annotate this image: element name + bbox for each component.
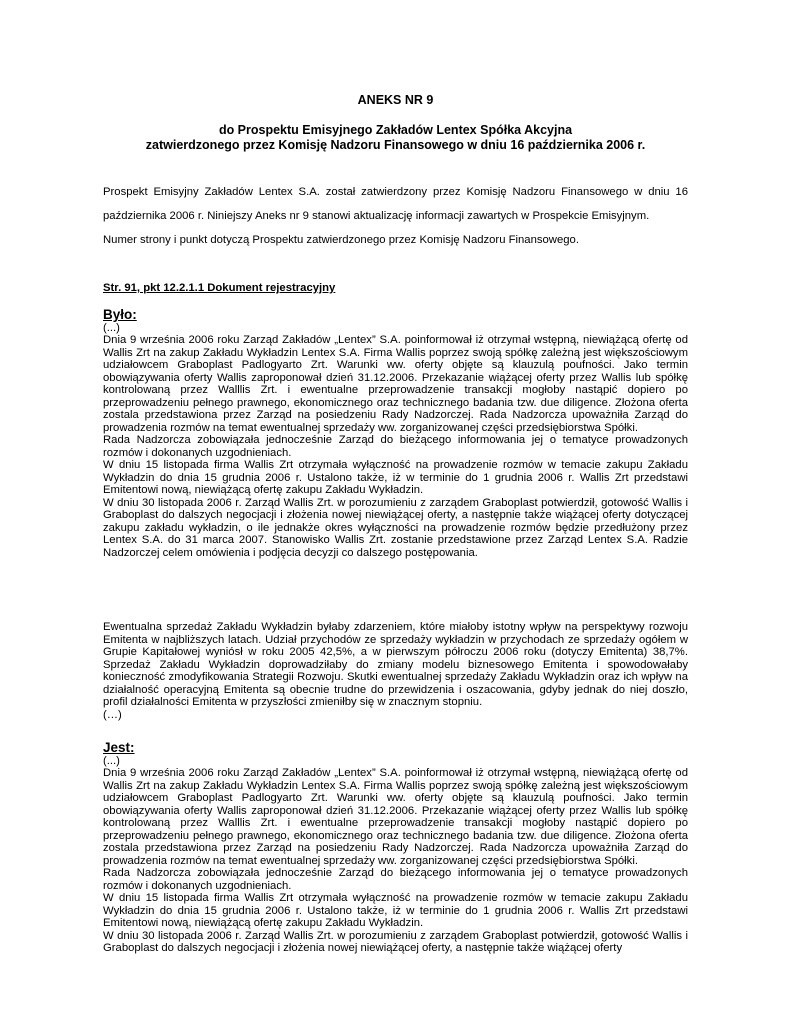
jest-paragraph-2: Rada Nadzorcza zobowiązała jednocześnie Zarząd do bieżącego informowania jej o tematyce prowadzonych rozmów i dokonanych uzgodnieniach.	[103, 867, 688, 892]
bylo-paragraph-4: W dniu 30 listopada 2006 r. Zarząd Wallis Zrt. w porozumieniu z zarządem Graboplast potwierdził, gotowość Wallis i Graboplast do dalszych negocjacji i złożenia nowej niewiążącej oferty, a następnie także wiążącej oferty dotyczącej zakupu zakładu wykładzin, o ile jednakże okres wyłączności na prowadzenie rozmów będzie przedłużony przez Lentex S.A. do 31 marca 2007. Stanowisko Wallis Zrt. zostanie przedstawione przez Zarząd Lentex S.A. Radzie Nadzorczej celem omówienia i podjęcia decyzji co dalszego postępowania.	[103, 496, 688, 559]
intro-paragraph: Prospekt Emisyjny Zakładów Lentex S.A. został zatwierdzony przez Komisję Nadzoru Finansowego w dniu 16 października 2006 r. Niniejszy Aneks nr 9 stanowi aktualizację informacji zawartych w Prospekcie Emisyjnym.	[103, 186, 688, 222]
bylo-ellipsis: (...)	[103, 321, 120, 334]
bylo-paragraph-2: Rada Nadzorcza zobowiązała jednocześnie Zarząd do bieżącego informowania jej o tematyce prowadzonych rozmów i dokonanych uzgodnieniach.	[103, 434, 688, 459]
jest-paragraph-4: W dniu 30 listopada 2006 r. Zarząd Wallis Zrt. w porozumieniu z zarządem Graboplast potwierdził, gotowość Wallis i Graboplast do dalszych negocjacji i złożenia nowej niewiążącej oferty, a następnie także wiążącej oferty	[103, 929, 688, 954]
bylo-paragraph-3: W dniu 15 listopada firma Wallis Zrt otrzymała wyłączność na prowadzenie rozmów w temacie zakupu Zakładu Wykładzin do dnia 15 grudnia 2006 r. Ustalono także, iż w terminie do 1 grudnia 2006 r. Wallis Zrt przedstawi Emitentowi nową, niewiążącą ofertę zakupu Zakładu Wykładzin.	[103, 459, 688, 496]
bylo-paragraph-1: Dnia 9 września 2006 roku Zarząd Zakładów „Lentex” S.A. poinformował iż otrzymał wstępną, niewiążącą ofertę od Wallis Zrt na zakup Zakładu Wykładzin Lentex S.A. Firma Wallis poprzez swoją spółkę zależną jest większościowym udziałowcem Graboplast Padlogyarto Zrt. Warunki ww. oferty objęte są klauzulą poufności. Jako termin obowiązywania oferty Wallis zaproponował dzień 31.12.2006. Przekazanie wiążącej oferty przez Wallis lub spółkę kontrolowaną przez Walllis Zrt. i ewentualne przeprowadzenie transakcji mogłoby nastąpić dopiero po przeprowadzeniu pełnego prawnego, ekonomicznego oraz technicznego badania tzw. due diligence. Złożona oferta zostala przedstawiona przez Zarząd na posiedzeniu Rady Nadzorczej. Rada Nadzorcza upoważniła Zarząd do prowadzenia rozmów na temat ewentualnej sprzedaży ww. zorganizowanej części przedsiębiorstwa Spółki.	[103, 334, 688, 434]
bylo-label: Było:	[103, 307, 137, 322]
intro-note: Numer strony i punkt dotyczą Prospektu zatwierdzonego przez Komisję Nadzoru Finansowego.	[103, 234, 579, 246]
document-subtitle-line-1: do Prospektu Emisyjnego Zakładów Lentex Spółka Akcyjna	[218, 123, 573, 137]
document-subtitle-line-2: zatwierdzonego przez Komisję Nadzoru Finansowego w dniu 16 października 2006 r.	[145, 138, 646, 152]
bylo-block	[103, 309, 688, 559]
bylo-block-continued	[103, 621, 688, 721]
jest-block	[103, 742, 688, 955]
section-heading-text: Str. 91, pkt 12.2.1.1 Dokument rejestracyjny	[103, 282, 336, 294]
section-heading	[103, 282, 688, 295]
jest-paragraph-3: W dniu 15 listopada firma Wallis Zrt otrzymała wyłączność na prowadzenie rozmów w temacie zakupu Zakładu Wykładzin do dnia 15 grudnia 2006 r. Ustalono także, iż w terminie do 1 grudnia 2006 r. Wallis Zrt przedstawi Emitentowi nową, niewiążącą ofertę zakupu Zakładu Wykładzin.	[103, 892, 688, 929]
jest-paragraph-1: Dnia 9 września 2006 roku Zarząd Zakładów „Lentex” S.A. poinformował iż otrzymał wstępną, niewiążącą ofertę od Wallis Zrt na zakup Zakładu Wykładzin Lentex S.A. Firma Wallis poprzez swoją spółkę zależną jest większościowym udziałowcem Graboplast Padlogyarto Zrt. Warunki ww. oferty objęte są klauzulą poufności. Jako termin obowiązywania oferty Wallis zaproponował dzień 31.12.2006. Przekazanie wiążącej oferty przez Wallis lub spółkę kontrolowaną przez Walllis Zrt. i ewentualne przeprowadzenie transakcji mogłoby nastąpić dopiero po przeprowadzeniu pełnego prawnego, ekonomicznego oraz technicznego badania tzw. due diligence. Złożona oferta zostala przedstawiona przez Zarząd na posiedzeniu Rady Nadzorczej. Rada Nadzorcza upoważniła Zarząd do prowadzenia rozmów na temat ewentualnej sprzedaży ww. zorganizowanej części przedsiębiorstwa Spółki.	[103, 767, 688, 867]
bylo-end-ellipsis: (…)	[103, 708, 122, 721]
jest-ellipsis: (...)	[103, 754, 120, 767]
jest-label: Jest:	[103, 740, 135, 755]
bylo-paragraph-5: Ewentualna sprzedaż Zakładu Wykładzin byłaby zdarzeniem, które miałoby istotny wpływ na perspektywy rozwoju Emitenta w najbliższych latach. Udział przychodów ze sprzedaży wykładzin w przychodach ze sprzedaży ogółem w Grupie Kapitałowej wyniósł w roku 2005 42,5%, a w pierwszym półroczu 2006 roku (dotyczy Emitenta) 38,7%. Sprzedaż Zakładu Wykładzin doprowadziłaby do zmiany modelu biznesowego Emitenta i spowodowałaby konieczność zmodyfikowania Strategii Rozwoju. Skutki ewentualnej sprzedaży Zakładu Wykładzin oraz ich wpływ na działalność operacyjną Emitenta są obecnie trudne do przewidzenia i oszacowania, gdyby jednak do niej doszło, profil działalności Emitenta w przyszłości zmieniłby się w znacznym stopniu.	[103, 621, 688, 708]
document-title: ANEKS NR 9	[357, 93, 434, 107]
intro-block	[103, 180, 688, 252]
